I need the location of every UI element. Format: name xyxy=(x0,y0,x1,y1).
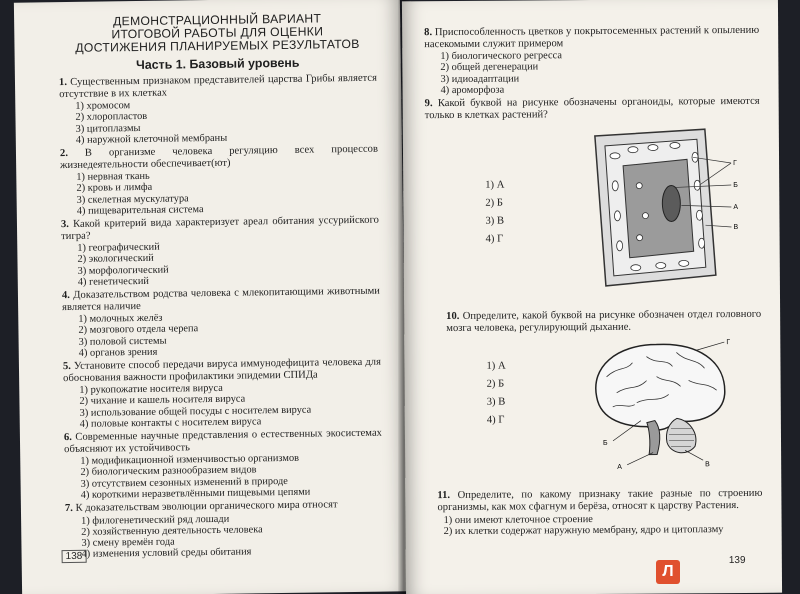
question-number: 7. xyxy=(64,502,73,515)
answer-option: 2) общей дегенерации xyxy=(440,61,539,74)
question-number: 10. xyxy=(446,311,460,323)
question-number: 11. xyxy=(437,490,451,502)
answer-option: 4) ароморфоза xyxy=(440,84,505,96)
brain-figure xyxy=(576,336,747,471)
cell-label-g: Г xyxy=(733,160,737,168)
right-page xyxy=(402,0,782,594)
answer-option: 1) молочных желёз xyxy=(78,312,163,326)
answer-option: 2) Б xyxy=(486,378,505,391)
title-line-2: ИТОГОВОЙ РАБОТЫ ДЛЯ ОЦЕНКИ xyxy=(111,24,324,42)
question-1 xyxy=(59,73,378,146)
page-number-right: 139 xyxy=(728,554,746,567)
answer-option: 3) скелетная мускулатура xyxy=(76,192,189,206)
answer-option: 1) рукопожатие носителя вируса xyxy=(79,383,223,397)
answer-option: 2) хозяйственную деятельность человека xyxy=(81,524,263,538)
question-5 xyxy=(63,357,382,430)
question-number: 6. xyxy=(63,431,72,444)
answer-option: 3) использование общей посуды с носителем вируса xyxy=(79,404,312,419)
title-line-1: ДЕМОНСТРАЦИОННЫЙ ВАРИАНТ xyxy=(112,11,322,29)
question-3 xyxy=(61,215,380,288)
question-text: Какой буквой на рисунке обозначены органоиды, которые имеются только в клетках растений? xyxy=(424,95,760,121)
answer-option: 3) идиоадаптации xyxy=(440,73,520,85)
question-text: В организме человека регуляцию всех процессов жизнедеятельности обеспечивает(ют) xyxy=(60,143,379,171)
question-7 xyxy=(65,499,384,561)
answer-option: 4) изменения условий среды обитания xyxy=(81,546,252,561)
question-10 xyxy=(426,309,762,473)
answer-option: 4) короткими неразветвлёнными пищевыми цепями xyxy=(80,486,311,501)
part-heading: Часть 1. Базовый уровень xyxy=(135,55,300,73)
brain-label-g: Г xyxy=(726,339,731,347)
question-number: 9. xyxy=(424,98,433,110)
answer-option: 2) экологический xyxy=(77,253,154,266)
question-number: 3. xyxy=(60,218,70,231)
answer-option: 3) морфологический xyxy=(77,264,169,277)
answer-option: 2) чихание и кашель носителя вируса xyxy=(79,393,246,408)
plant-cell-figure xyxy=(575,125,746,296)
page-number-left: 138 xyxy=(62,550,87,563)
brain-label-b: Б xyxy=(603,440,608,448)
question-text: Определите, какой буквой на рисунке обозначен отдел головного мозга человека, регулирующий дыхание. xyxy=(446,309,762,334)
answer-option: 4) наружной клеточной мембраны xyxy=(75,132,228,146)
answer-option: 2) их клетки содержат наружную мембрану, ядро и цитоплазму xyxy=(443,523,724,537)
question-11 xyxy=(427,488,762,537)
question-text: Существенным признаком представителей царства Грибы является отсутствие в их клетках xyxy=(59,72,378,100)
answer-option: 1) нервная ткань xyxy=(76,171,150,184)
answer-option: 3) В xyxy=(485,215,505,227)
question-text: Доказательством родства человека с млекопитающими животными является наличие xyxy=(62,285,381,313)
title-line-3: ДОСТИЖЕНИЯ ПЛАНИРУЕМЫХ РЕЗУЛЬТАТОВ xyxy=(75,36,360,55)
left-page-content xyxy=(58,12,384,563)
answer-option: 2) Б xyxy=(485,197,503,209)
answer-option: 2) кровь и лимфа xyxy=(76,182,153,195)
brain-label-a: А xyxy=(617,464,622,472)
question-number: 4. xyxy=(61,289,70,302)
cell-label-a: А xyxy=(733,204,739,212)
cell-label-b: Б xyxy=(733,182,738,190)
answer-option: 4) генетический xyxy=(77,275,150,288)
question-text: Определите, по какому признаку такие разные по строению организмы, как мох сфагнум и берёза, относят к царству Растения. xyxy=(437,488,763,514)
question-text: К доказательствам эволюции органического мира относят xyxy=(75,499,338,514)
answer-option: 1) модификационной изменчивостью организмов xyxy=(80,452,300,468)
question-4 xyxy=(62,286,381,359)
answer-option: 3) смену времён года xyxy=(81,536,175,549)
answer-option: 1) А xyxy=(486,360,506,373)
answer-option: 2) биологическим разнообразием видов xyxy=(80,464,257,479)
answer-option: 2) мозгового отдела черепа xyxy=(78,323,199,337)
question-text: Какой критерий вида характеризует ареал обитания уссурийского тигра? xyxy=(61,214,380,242)
left-page xyxy=(14,0,408,594)
brain-label-v: В xyxy=(705,461,710,469)
answer-option: 1) географический xyxy=(77,241,160,255)
answer-option: 4) Г xyxy=(486,414,505,427)
question-text: Установите способ передачи вируса иммунодефицита человека для обоснования важности профилактики эпидемии СПИДа xyxy=(63,356,382,384)
answer-option: 1) А xyxy=(485,179,505,191)
question-text: Приспособленность цветков у покрытосеменных растений к опылению насекомыми служит примером xyxy=(424,24,760,50)
answer-option: 3) цитоплазмы xyxy=(75,122,141,135)
question-8 xyxy=(424,25,759,96)
answer-option: 3) отсутствием сезонных изменений в природе xyxy=(80,475,288,490)
answer-option: 1) филогенетический ряд лошади xyxy=(81,513,230,527)
question-text: Современные научные представления о естественных экосистемах объясняют их устойчивость xyxy=(64,427,382,455)
question-number: 2. xyxy=(59,147,69,160)
answer-option: 3) половой системы xyxy=(78,335,167,348)
answer-option: 4) органов зрения xyxy=(78,346,158,359)
answer-option: 1) они имеют клеточное строение xyxy=(443,513,593,526)
answer-option: 1) хромосом xyxy=(75,100,131,113)
cell-label-v: В xyxy=(733,224,739,232)
answer-option: 4) половые контакты с носителем вируса xyxy=(79,416,262,430)
page-title xyxy=(58,12,377,55)
labirint-logo: Л xyxy=(656,560,680,584)
right-page-content xyxy=(424,25,763,539)
question-9 xyxy=(425,96,761,298)
question-number: 8. xyxy=(424,27,433,39)
question-number: 5. xyxy=(62,360,71,373)
answer-option: 4) Г xyxy=(485,233,504,245)
question-2 xyxy=(60,144,379,217)
answer-option: 1) биологического регресса xyxy=(440,50,563,63)
question-6 xyxy=(64,428,383,501)
answer-option: 3) В xyxy=(486,396,506,409)
answer-option: 2) хлоропластов xyxy=(75,111,148,124)
answer-option: 4) пищеварительная система xyxy=(76,203,204,217)
question-number: 1. xyxy=(58,76,68,89)
